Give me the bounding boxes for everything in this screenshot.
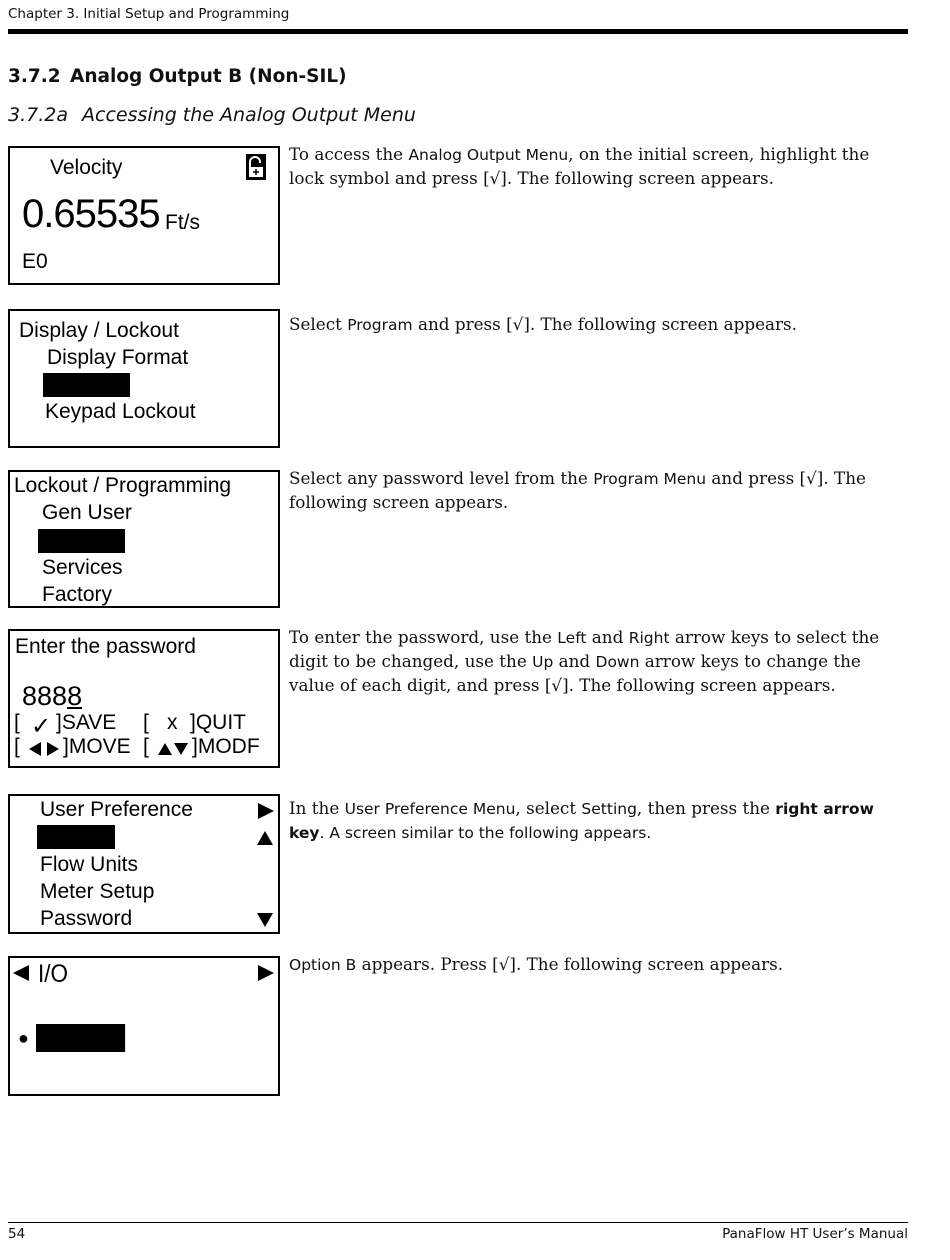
section-number: 3.7.2 (8, 66, 61, 87)
step-1-text: To access the Analog Output Menu, on the initial screen, highlight the lock symbol and press [√]. The following screen appears. (289, 144, 870, 188)
up-down-arrows-icon (157, 742, 189, 756)
manual-title: PanaFlow HT User’s Manual (722, 1226, 908, 1242)
selection-bullet-icon: ● (18, 1028, 29, 1048)
measurement-value: 0.65535 (22, 192, 160, 236)
move-key-hint: [ (14, 735, 20, 758)
lcd-screen-user-preference (8, 794, 280, 934)
left-arrow-icon (12, 964, 30, 987)
menu-title: User Preference (40, 798, 193, 821)
header-rule (8, 29, 908, 34)
check-icon: ✓ (31, 713, 52, 740)
step-3-text: Select any password level from the Program Menu and press [√]. The following screen appears. (289, 468, 866, 512)
step-4-text: To enter the password, use the Left and Right arrow keys to select the digit to be changed, use the Up and Down arrow keys to change the value of each digit, and press [√]. The following screen appears. (289, 627, 880, 695)
quit-key-hint: [ (143, 711, 149, 734)
page-number: 54 (8, 1226, 26, 1242)
running-header: Chapter 3. Initial Setup and Programming (8, 6, 290, 22)
step-6-text: Option B appears. Press [√]. The following screen appears. (289, 954, 784, 974)
scroll-up-arrow-icon (256, 830, 274, 851)
error-code: E0 (22, 250, 48, 273)
lcd-screen-velocity (8, 146, 280, 285)
password-prompt: Enter the password (15, 635, 196, 658)
menu-item-flow-units[interactable]: Flow Units (40, 853, 139, 876)
right-arrow-icon (257, 964, 275, 987)
password-value[interactable]: 8888 (22, 681, 83, 711)
step-2-text: Select Program and press [√]. The following screen appears. (289, 314, 798, 334)
subsection-number: 3.7.2a (8, 104, 68, 126)
option-b-selected[interactable]: Option B (36, 1024, 125, 1052)
step-5-text: In the User Preference Menu, select Setting, then press the right arrow key. A screen similar to the following appears. (289, 798, 874, 842)
active-digit: 8 (67, 681, 83, 711)
lcd-screen-password (8, 629, 280, 768)
menu-item-program-selected[interactable]: Program (43, 373, 130, 397)
menu-item-setting-selected[interactable]: Setting (37, 825, 115, 849)
section-heading (8, 66, 347, 87)
footer-rule (8, 1222, 908, 1223)
menu-item-meter-setup[interactable]: Meter Setup (40, 880, 155, 903)
save-key-hint: [ (14, 711, 20, 734)
menu-item-password[interactable]: Password (40, 907, 133, 930)
menu-item-services[interactable]: Services (42, 556, 123, 579)
measurement-label: Velocity (50, 156, 123, 179)
right-arrow-icon (257, 802, 275, 825)
left-right-arrows-icon (28, 741, 60, 757)
menu-title: I/O (38, 960, 69, 988)
section-title: Analog Output B (Non-SIL) (70, 66, 347, 87)
menu-item-factory[interactable]: Factory (42, 583, 113, 606)
quit-label: ]QUIT (190, 711, 246, 734)
x-icon: x (167, 711, 178, 734)
scroll-down-arrow-icon (256, 912, 274, 933)
menu-title: Display / Lockout (19, 319, 179, 342)
measurement-unit: Ft/s (165, 211, 200, 234)
subsection-heading (8, 104, 416, 126)
modify-label: ]MODF (192, 735, 260, 758)
modify-key-hint: [ (143, 735, 149, 758)
menu-item-display-format[interactable]: Display Format (47, 346, 189, 369)
menu-item-sil-user-selected[interactable]: SIL User (38, 529, 125, 553)
menu-item-keypad-lockout[interactable]: Keypad Lockout (45, 400, 196, 423)
unlocked-padlock-icon (245, 153, 267, 181)
save-label: ]SAVE (56, 711, 117, 734)
lcd-screen-lockout-programming (8, 470, 280, 608)
move-label: ]MOVE (63, 735, 131, 758)
menu-title: Lockout / Programming (14, 474, 232, 497)
lcd-screen-display-lockout (8, 309, 280, 448)
lcd-screen-io (8, 956, 280, 1096)
menu-item-gen-user[interactable]: Gen User (42, 501, 132, 524)
subsection-title: Accessing the Analog Output Menu (82, 104, 416, 126)
